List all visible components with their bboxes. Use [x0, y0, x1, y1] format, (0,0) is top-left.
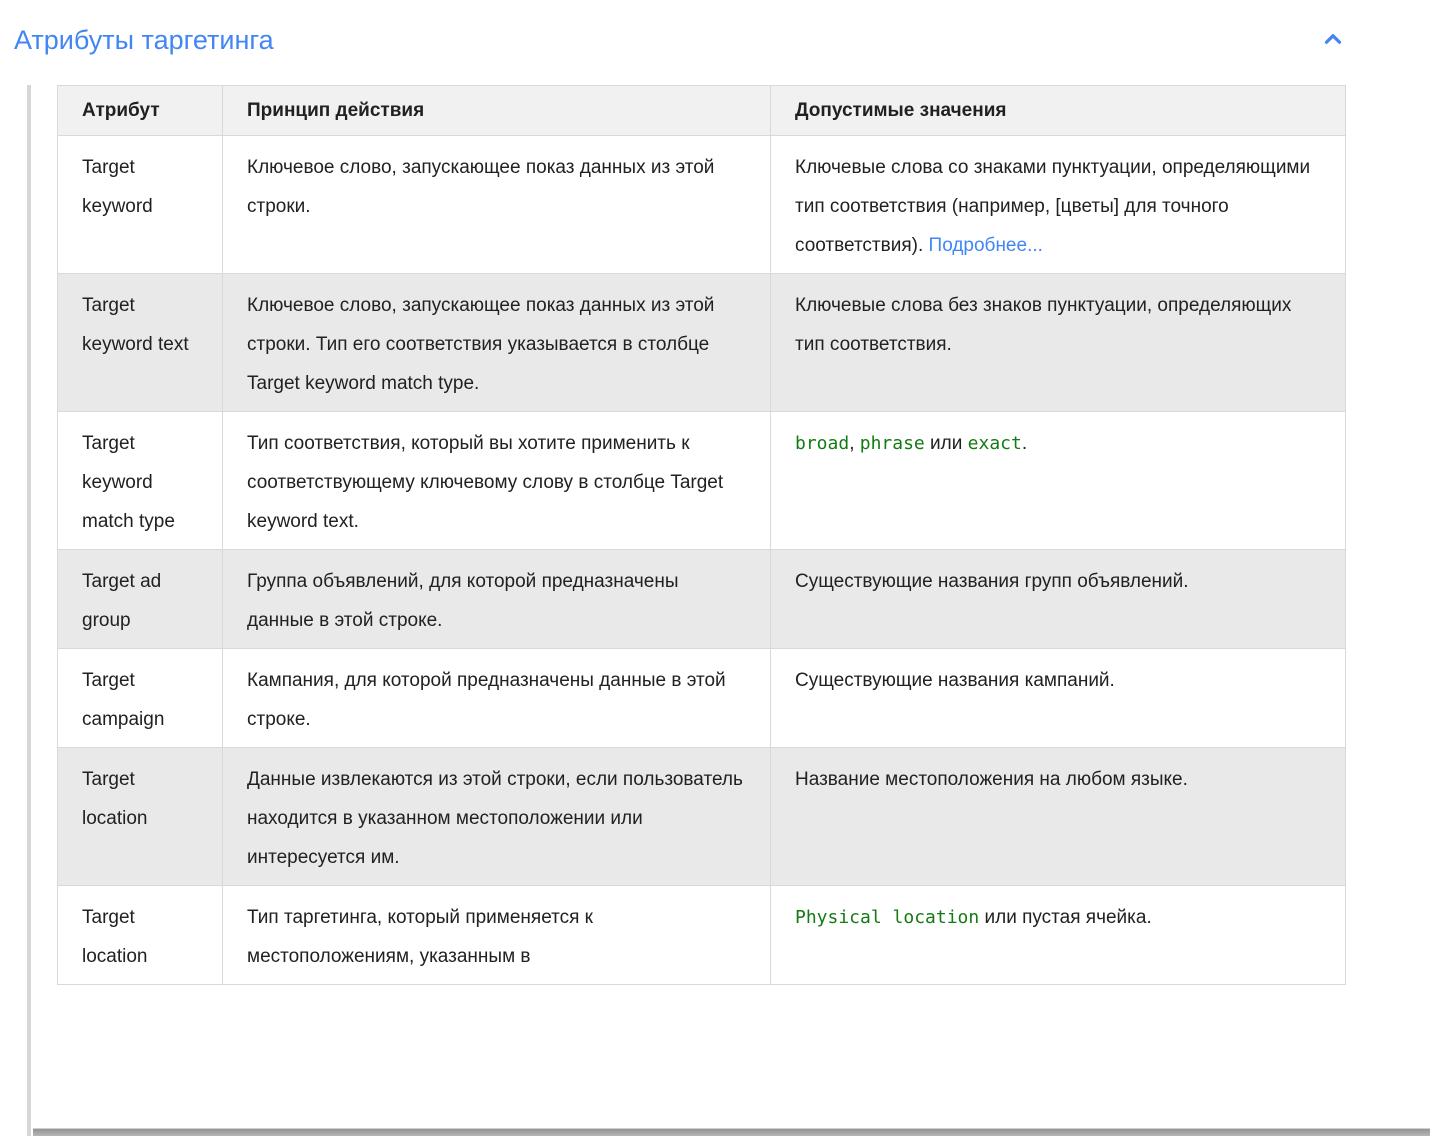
cell-text: Target campaign — [82, 670, 165, 730]
cell-text: Target location — [82, 907, 148, 967]
behavior-cell — [223, 136, 771, 274]
code-value: broad — [795, 433, 850, 454]
cell-text: Ключевые слова со знаками пунктуации, определяющими тип соответствия (например, [цветы] для точного соответствия). — [795, 157, 1311, 256]
attribute-cell — [58, 136, 223, 274]
attribute-cell — [58, 748, 223, 886]
cell-text: Target location — [82, 769, 148, 829]
cell-text: или — [924, 433, 968, 454]
table-row — [58, 649, 1346, 748]
blockquote-indent-bar — [27, 85, 31, 1136]
behavior-cell — [223, 274, 771, 412]
values-cell — [771, 274, 1346, 412]
table-container — [57, 85, 1346, 985]
column-header: Принцип действия — [223, 86, 771, 136]
attribute-cell — [58, 550, 223, 649]
cell-text: Группа объявлений, для которой предназначены данные в этой строке. — [247, 571, 679, 631]
table-row — [58, 748, 1346, 886]
collapse-section-button[interactable] — [1318, 25, 1348, 55]
attribute-cell — [58, 412, 223, 550]
values-cell — [771, 886, 1346, 985]
cell-text: Данные извлекаются из этой строки, если пользователь находится в указанном местоположении или интересуется им. — [247, 769, 743, 868]
header-row — [58, 86, 1346, 136]
section-header — [0, 0, 1430, 56]
table-row — [58, 136, 1346, 274]
table-row — [58, 274, 1346, 412]
column-header: Допустимые значения — [771, 86, 1346, 136]
cell-text: Тип соответствия, который вы хотите применить к соответствующему ключевому слову в столбце Target keyword text. — [247, 433, 724, 532]
table-row — [58, 412, 1346, 550]
code-value: phrase — [859, 433, 925, 454]
values-cell — [771, 550, 1346, 649]
attribute-cell — [58, 886, 223, 985]
cell-text: Target keyword text — [82, 295, 189, 355]
cell-text: . — [1021, 433, 1028, 454]
attribute-cell — [58, 649, 223, 748]
cell-text: Тип таргетинга, который применяется к местоположениям, указанным в — [247, 907, 593, 967]
behavior-cell — [223, 412, 771, 550]
chevron-up-icon — [1320, 26, 1346, 55]
cell-text: Ключевое слово, запускающее показ данных из этой строки. Тип его соответствия указывается в столбце Target keyword match type. — [247, 295, 715, 394]
targeting-attributes-table — [57, 85, 1346, 985]
cell-text: Target keyword match type — [82, 433, 175, 532]
cell-text: Название местоположения на любом языке. — [795, 769, 1188, 790]
code-value: exact — [967, 433, 1022, 454]
column-header: Атрибут — [58, 86, 223, 136]
code-value: Physical location — [795, 907, 980, 928]
values-cell — [771, 748, 1346, 886]
cell-text: Target ad group — [82, 571, 162, 631]
cell-text: Кампания, для которой предназначены данные в этой строке. — [247, 670, 726, 730]
table-row — [58, 886, 1346, 985]
behavior-cell — [223, 748, 771, 886]
behavior-cell — [223, 649, 771, 748]
values-cell — [771, 412, 1346, 550]
cell-text: Ключевое слово, запускающее показ данных из этой строки. — [247, 157, 715, 217]
values-cell — [771, 649, 1346, 748]
cell-text: или пустая ячейка. — [979, 907, 1152, 928]
cell-text: , — [849, 433, 860, 454]
behavior-cell — [223, 886, 771, 985]
behavior-cell — [223, 550, 771, 649]
cell-text: Ключевые слова без знаков пунктуации, определяющих тип соответствия. — [795, 295, 1292, 355]
cell-text: Существующие названия кампаний. — [795, 670, 1115, 691]
table-head — [58, 86, 1346, 136]
table-row — [58, 550, 1346, 649]
table-body — [58, 136, 1346, 985]
values-cell — [771, 136, 1346, 274]
section-title: Атрибуты таргетинга — [14, 25, 274, 55]
cell-text: Существующие названия групп объявлений. — [795, 571, 1189, 592]
cell-text: Target keyword — [82, 157, 153, 217]
attribute-cell — [58, 274, 223, 412]
window-bottom-edge — [33, 1128, 1430, 1136]
more-info-link[interactable]: Подробнее... — [928, 235, 1043, 256]
